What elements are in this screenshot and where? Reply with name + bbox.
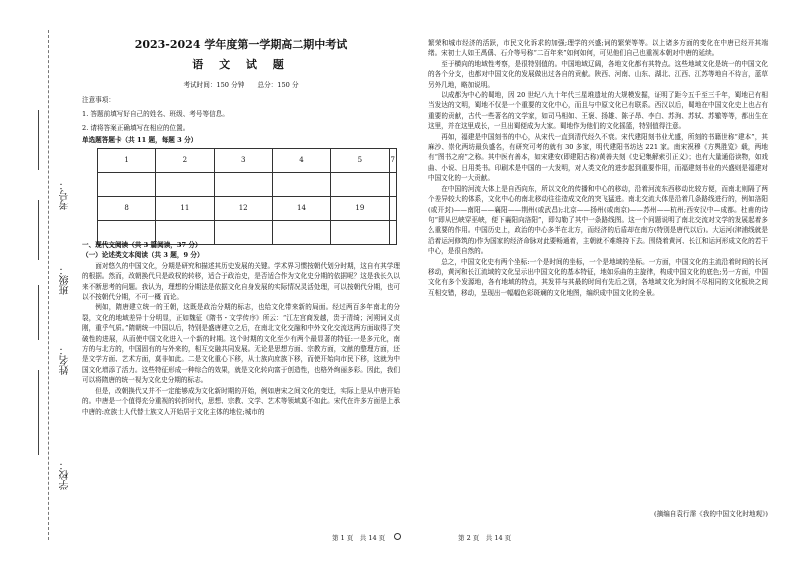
school-field[interactable] bbox=[38, 370, 39, 455]
passage-paragraph: 再如，福建是中国刻书的中心，从宋代一直到清代经久不衰。宋代建阳刻书业尤盛，所刻的书籍世称“建本”，其麻沙、崇化两坊最负盛名，有研究可考的就有 30 多家，明代建阳书坊达 221 家。南宋祝穆《方舆胜览》载，两地有“图书之府”之称。其中医有善本，如宋建安(即建阳古称)黄善夫刻《史记集解索引正义》；也有大量通俗读物，如戏曲、小说、日用类书。印刷术是中国的一大发明，对人类文化的进步起到重要作用，而福建刻书业的兴盛则是福建对中国文化的一大贡献。 bbox=[428, 132, 768, 183]
right-page bbox=[428, 0, 768, 561]
answer-cell[interactable] bbox=[214, 173, 272, 197]
answer-num: 1 bbox=[98, 149, 156, 173]
answer-cell[interactable] bbox=[156, 173, 214, 197]
passage-paragraph: 但是，改朝换代又并不一定能够成为文化新时期的开始，例如唐宋之间文化的变迁，实际上是从中唐开始的。中唐是一个值得充分重视的转折时代，思想、宗教、文学、艺术等领域莫不如此。宋代在许多方面是上承中唐的:庶族士人代替士族文人开始居于文化主体的地位;城市的 bbox=[82, 386, 400, 416]
exam-meta: 考试时间：150 分钟 总分：150 分 bbox=[183, 81, 299, 89]
name-field[interactable] bbox=[38, 285, 39, 340]
answer-num: 14 bbox=[272, 197, 330, 221]
name-label: 姓名： bbox=[60, 345, 71, 375]
passage-paragraph: 以成都为中心的蜀地，因 20 世纪八九十年代三星堆遗址的大规模发掘，证明了距今五千至三千年，蜀地已有相当发达的文明，蜀地不仅是一个重要的文化中心，而且与中原文化已有联系。西汉以后，蜀地在中国文化史上也占有重要的贡献，古代一些著名的文学家，如司马相如、王褒、扬雄、陈子昂、李白、苏洵、苏轼、苏辙等等，都出生在这里，并在这里成长，一旦出蜀便成为大家。蜀地作为他们的文化摇篮，特别值得注意。 bbox=[428, 91, 768, 131]
answer-card-table bbox=[97, 148, 397, 245]
passage-paragraph: 在中国的河流大体上是自西向东，所以文化的传播和中心的移动，沿着河流东西移动比较方便，而南北则隔了两个差异较大的体系，文化中心的南北移动往往造成文化的突飞猛进。南北交流大体是沿着几条路线进行的，例如洛阳(或开封)——南阳——襄阳——荆州(或武昌);北京——扬州(或南京)——苏州——杭州;西安汉中—成都。杜甫的诗句“即从巴峡穿巫峡，便下襄阳向洛阳”，即勾勒了其中一条路线图。这一个问题说明了南北交流对文学的发展起着多么重要的作用。中国历史上，政治的中心多半在北方，而经济的后盾却在南方(特别是唐代以后)。大运河(津浦线就是沿着运河修筑的)作为国家的经济命脉对此要畅通着，主朝就不难维持下去。围绕着黄河、长江和运河形成文化的若干中心，是很自然的。 bbox=[428, 184, 768, 256]
answer-cell[interactable] bbox=[331, 173, 389, 197]
notes-item: 1. 答题前填写好自己的姓名、班级、考号等信息。 bbox=[82, 110, 229, 119]
left-page bbox=[82, 0, 400, 561]
answer-cell[interactable] bbox=[272, 173, 330, 197]
exam-subject: 语 文 试 题 bbox=[192, 58, 290, 71]
answer-num: 5 bbox=[331, 149, 389, 173]
center-binding-dot bbox=[394, 533, 401, 540]
passage-paragraph: 至于横向的地域性考察，是很特别值的。中国地域辽阔，各地文化都有其特点。这些地域文化是统一的中国文化的各个分支，也都对中国文化的发展做出过各自的贡献。陕西、河南、山东、湖北、江西、江苏等地自不待言，蓝草另外几地，略加说明。 bbox=[428, 59, 768, 89]
exam-title: 2023-2024 学年度第一学期高二期中考试 bbox=[134, 38, 348, 51]
answer-num: 12 bbox=[214, 197, 272, 221]
answer-num: 4 bbox=[272, 149, 330, 173]
passage-paragraph: 繁荣和城市经济的活跃，市民文化诉求的加强;理学的兴盛;词的繁荣等等。以上诸多方面的变化在中唐已经开其端绪。宋初士人如王禹偁、石介等号称“二百年来”如何如何，可见他们自己也重视本朝对中唐的延续。 bbox=[428, 39, 768, 58]
answer-num: 8 bbox=[98, 197, 156, 221]
answer-card-heading: 单选题答题卡（共 11 题，每题 3 分） bbox=[82, 136, 198, 145]
section-heading: 一、现代文阅读（共 3 篇阅读，37 分） bbox=[82, 241, 202, 249]
notes-item: 2. 请将答案正确填写在相应的位置。 bbox=[82, 123, 190, 132]
exam-no-label: 考号： bbox=[60, 180, 71, 210]
answer-num: 3 bbox=[214, 149, 272, 173]
class-label: 班级： bbox=[60, 265, 71, 295]
answer-num: 7 bbox=[389, 149, 397, 173]
passage-paragraph: 例如，隋唐建立统一的王朝，这既是政治分期的标志，也给文化带来新的局面。经过两百多年南北的分裂，文化的地域差异十分明显，正如魏征《隋书・文学传序》所云：“江左宫商发越，贵于清绮；河朔词义贞刚，重乎气质。”隋朝统一中国以后，特别是盛唐建立之后，在南北文化交融和中外文化交流这两方面取得了突破性的进展，从而使中国文化进入一个新的时期。这个时期的文化至少有两个最显著的特征:一是多元化，南方的与北方的，中国固有的与外来的，相互交融共同发展。无论是思想方面、宗教方面，文献的整理方面，还是文学方面、艺术方面，莫非如此。二是文化重心下移，从士族向庶族下移，而使开始向市民下移，这就为中国文化增添了活力。这些特征形成一种综合的效果，就是文化转向富于创造性，也格外绚丽多彩。因此，我们可以将隋唐的统一视为文化史分期的标志。 bbox=[82, 303, 400, 385]
answer-num bbox=[389, 197, 397, 221]
page-number-left: 第 1 页 共 14 页 bbox=[332, 534, 386, 542]
answer-num: 19 bbox=[331, 197, 389, 221]
notes-heading: 注意事项： bbox=[82, 96, 115, 104]
passage-continued bbox=[428, 38, 768, 298]
answer-cell[interactable] bbox=[389, 173, 397, 197]
notes bbox=[82, 95, 400, 146]
school-label: 学校： bbox=[60, 460, 71, 490]
binding-margin bbox=[0, 0, 70, 561]
reading-section bbox=[82, 240, 400, 417]
subsection-heading: （一）论述类文本阅读（共 3 题，9 分） bbox=[82, 251, 204, 260]
binding-dashed-line bbox=[48, 30, 49, 540]
passage-paragraph: 面对悠久的中国文化，分期是研究和描述其历史发展的关键。学术界习惯按朝代划分时期，这自有其学理的根据。然而，改朝换代只是政权的转移，适合于政治史，是否适合作为文化史分期的依据呢？这是我长久以来不断思考的问题。我认为，理想的分期法是依据文化自身发展的实际情况灵活处理，可以按朝代分期，也可以不按朝代分期，不可一概 而论。 bbox=[82, 261, 400, 302]
answer-cell[interactable] bbox=[98, 173, 156, 197]
passage-source: (摘编自袁行霈《我的中国文化时地观》) bbox=[654, 510, 768, 518]
page-number-right: 第 2 页 共 14 页 bbox=[458, 534, 512, 542]
passage-paragraph: 总之，中国文化史有两个坐标:一个是时间的坐标，一个是地域的坐标。一方面，中国文化的主流沿着时间的长河移动，黄河和长江流域的文化呈示出中国文化的基本特征，地如乐曲的主旋律，构成中国文化的底色;另一方面，中国文化有多个发源地，各有地域的特点，其发祥与其最的时间有先后之别，各地域文化为时间不尽相同的文化板块之间互相交错，移动，呈现出一幅幅色彩斑斓的文化地图，编织成中国文化的全景。 bbox=[428, 257, 768, 297]
exam-no-field[interactable] bbox=[38, 110, 39, 170]
answer-num: 2 bbox=[156, 149, 214, 173]
answer-num: 11 bbox=[156, 197, 214, 221]
class-field[interactable] bbox=[38, 200, 39, 260]
